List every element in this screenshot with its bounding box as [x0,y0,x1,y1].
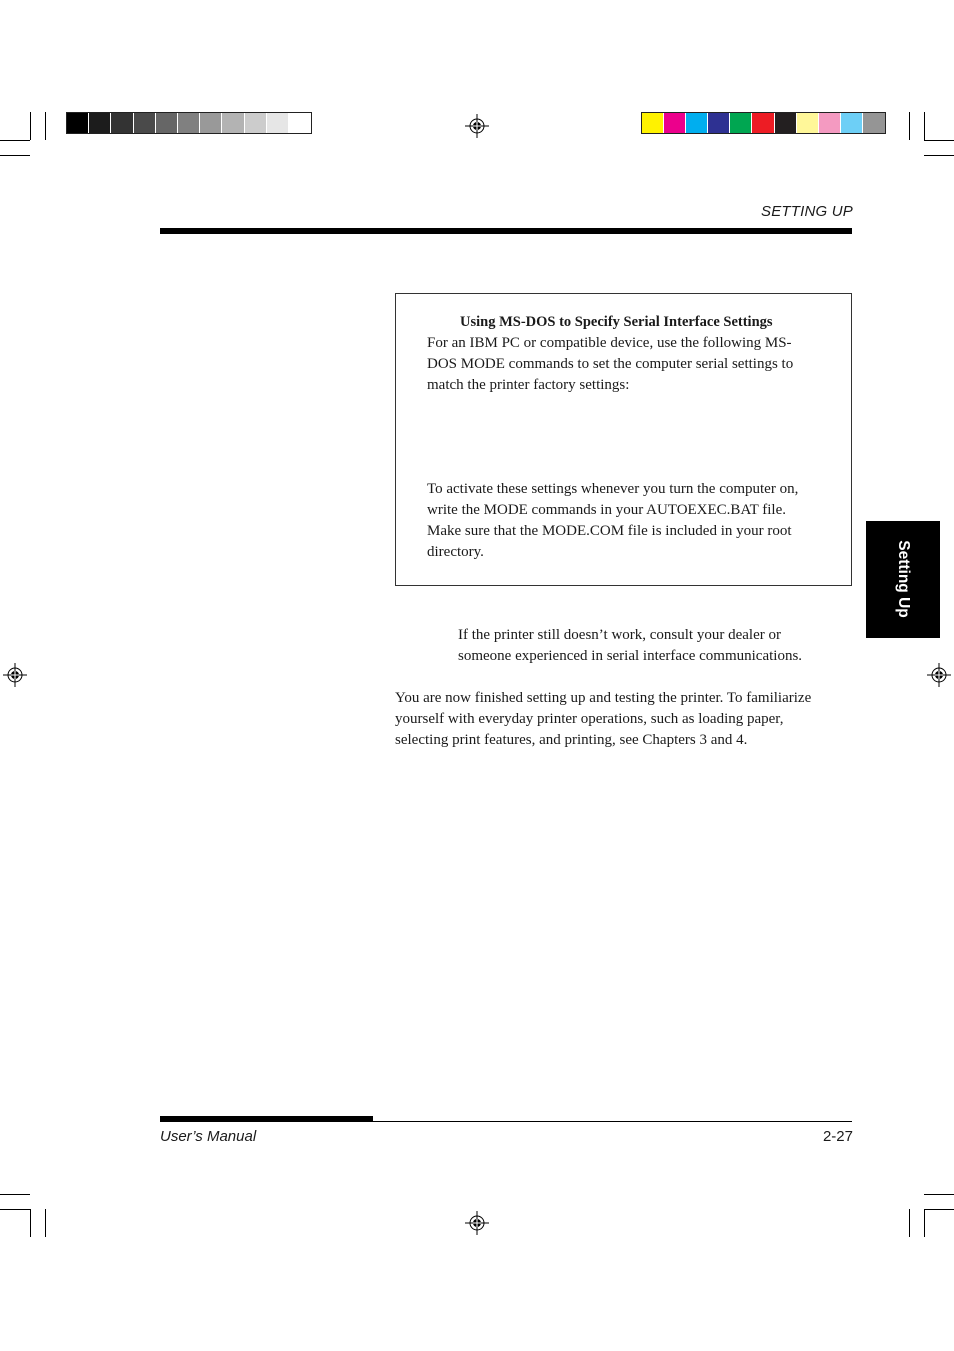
color-calibration-bar [641,112,886,134]
text-line: write the MODE commands in your AUTOEXEC.BAT file. [427,502,786,518]
crop-mark-top-right-h2 [924,155,954,156]
color-swatch [708,113,730,133]
color-swatch [134,113,156,133]
color-swatch [664,113,686,133]
text-line: DOS MODE commands to set the computer serial settings to [427,356,794,372]
finish-paragraph [395,688,811,751]
registration-mark-icon [3,663,27,687]
crop-mark-top-left-h2 [0,155,30,156]
note-activate-paragraph [427,479,798,563]
color-swatch [67,113,89,133]
color-swatch [819,113,841,133]
registration-mark-icon [465,114,489,138]
color-swatch [730,113,752,133]
text-line: selecting print features, and printing, see Chapters 3 and 4. [395,732,748,748]
crop-mark-bottom-left-h2 [0,1209,30,1210]
text-line: For an IBM PC or compatible device, use the following MS- [427,335,792,351]
color-swatch [841,113,863,133]
crop-mark-bottom-left-v [30,1209,31,1237]
color-swatch [642,113,664,133]
registration-mark-icon [927,663,951,687]
crop-mark-bottom-right-h2 [924,1209,954,1210]
color-swatch [267,113,289,133]
crop-mark-top-right-h [924,140,954,141]
color-swatch [156,113,178,133]
color-swatch [775,113,797,133]
dealer-paragraph [458,625,802,667]
side-tab-label: Setting Up [895,540,912,618]
color-swatch [222,113,244,133]
crop-mark-bottom-left-v2 [45,1209,46,1237]
crop-mark-bottom-right-v [924,1209,925,1237]
color-swatch [111,113,133,133]
crop-mark-top-right-v2 [909,112,910,140]
crop-mark-top-left-h [0,140,30,141]
color-swatch [200,113,222,133]
text-line: Make sure that the MODE.COM file is included in your root [427,523,792,539]
crop-mark-top-left-v [30,112,31,140]
footer-manual-title: User’s Manual [160,1128,257,1145]
page-number: 2-27 [822,1128,853,1145]
crop-mark-top-right-v [924,112,925,140]
color-swatch [752,113,774,133]
text-line: yourself with everyday printer operations, such as loading paper, [395,711,784,727]
crop-mark-bottom-right-h [924,1194,954,1195]
grayscale-calibration-bar [66,112,312,134]
color-swatch [89,113,111,133]
crop-mark-top-left-v2 [45,112,46,140]
color-swatch [797,113,819,133]
crop-mark-bottom-right-v2 [909,1209,910,1237]
text-line: match the printer factory settings: [427,377,630,393]
text-line: If the printer still doesn’t work, consult your dealer or [458,627,781,643]
note-intro-paragraph [427,333,793,396]
text-line: someone experienced in serial interface communications. [458,648,803,664]
color-swatch [289,113,311,133]
running-header: SETTING UP [760,203,853,220]
color-swatch [245,113,267,133]
text-line: To activate these settings whenever you turn the computer on, [427,481,799,497]
chapter-side-tab [866,521,940,638]
note-title: Using MS-DOS to Specify Serial Interface Settings [460,314,773,330]
color-swatch [686,113,708,133]
footer-rule-thin [160,1121,852,1122]
text-line: directory. [427,544,484,560]
crop-mark-bottom-left-h [0,1194,30,1195]
text-line: You are now finished setting up and testing the printer. To familiarize [395,690,812,706]
registration-mark-icon [465,1211,489,1235]
color-swatch [863,113,885,133]
color-swatch [178,113,200,133]
header-rule [160,228,852,234]
